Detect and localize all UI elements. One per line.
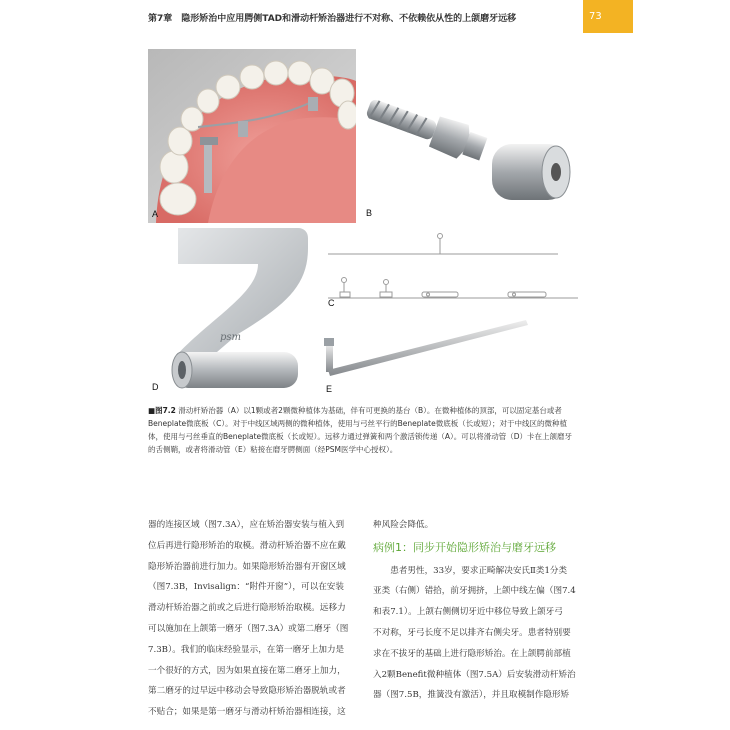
text-line: 位后再进行隐形矫治的取模。滑动杆矫治器不应在戴 (148, 540, 346, 551)
panel-label-d: D (152, 382, 159, 392)
figure-caption (148, 404, 578, 456)
panel-label-e: E (326, 384, 333, 394)
text-line: 一个很好的方式，因为如果直接在第二磨牙上加力， (148, 665, 346, 676)
psm-logo: psm (220, 332, 242, 343)
figure-panel-b (360, 82, 580, 222)
text-line: 器（图7.5B，推簧没有激活），并且取模制作隐形矫 (373, 690, 570, 701)
panel-label-c: C (328, 298, 335, 308)
figure-panel-c (322, 224, 580, 314)
text-line: 和表7.1）。上颌右侧侧切牙近中移位导致上颌牙弓 (373, 607, 563, 618)
sliding-rod-image (320, 314, 578, 398)
text-line: 可以施加在上颌第一磨牙（图7.3A）或第二磨牙（图 (148, 623, 349, 634)
text-line: 患者男性，33岁，要求正畸解决安氏Ⅱ类1分类 (390, 565, 568, 576)
text-line: 器的连接区域（图7.3A），应在矫治器安装与植入到 (148, 520, 345, 530)
figure-panel-d (148, 224, 318, 396)
text-line: 7.3B）。我们的临床经验显示，在第一磨牙上加力是 (148, 644, 345, 655)
sliding-tube-image (148, 224, 318, 396)
text-line: 求在不拔牙的基础上进行隐形矫治。在上颌腭前部植 (373, 648, 571, 659)
left-column (148, 515, 360, 723)
text-line: （图7.3B，Invisalign：“附件开窗”），可以在安装 (148, 582, 344, 593)
dental-model-image (148, 49, 356, 223)
microscrew-image (360, 82, 580, 222)
caption-text: 滑动杆矫治器（A）以1颗或者2颗微种植体为基础，伴有可更换的基台（B）。在微种植体的顶部，可以固定基台或者Beneplate微底板（C）。对于中线区域两侧的微种植体，使用与弓丝平行的Beneplate微底板（长或短）；对于中线区的微种植体，使用与弓丝垂直的Beneplate微底板（长或短）。远移力通过弹簧和两个激活锁传递（A）。可以将滑动管（D）卡在上颌磨牙的舌侧鞘，或者将滑动管（E）粘接在磨牙腭侧面（经PSM医学中心授权）。 (148, 406, 573, 454)
text-line: 滑动杆矫治器之前或之后进行隐形矫治取模。远移力 (148, 603, 346, 614)
panel-label-a: A (152, 209, 159, 219)
figure-panel-a (148, 49, 356, 223)
text-line: 亚类（右侧）错拾，前牙拥挤，上颌中线左偏（图7.4 (373, 586, 576, 597)
caption-label: ■图7.2 (148, 406, 176, 415)
text-line: 不对称，牙弓长度不足以排齐右侧尖牙。患者特别要 (373, 627, 571, 638)
text-line: 隐形矫治器前进行加力。如果隐形矫治器有开窗区域 (148, 561, 346, 572)
text-line: 种风险会降低。 (373, 520, 434, 530)
text-line: 入2颗Benefit微种植体（图7.5A）后安装滑动杆矫治 (373, 669, 576, 680)
chapter-header: 第7章 隐形矫治中应用腭侧TAD和滑动杆矫治器进行不对称、不依赖依从性的上颌磨牙远移 (148, 14, 517, 24)
page-number: 73 (583, 0, 633, 33)
right-column (373, 515, 585, 706)
figure-panel-e (320, 314, 578, 398)
case-title: 病例1：同步开始隐形矫治与磨牙远移 (373, 540, 556, 554)
text-line: 第二磨牙的过早远中移动会导致隐形矫治器脱轨或者 (148, 686, 346, 697)
text-line: 不贴合；如果是第一磨牙与滑动杆矫治器相连接，这 (148, 707, 346, 718)
panel-label-b: B (366, 208, 373, 218)
beneplate-diagram (322, 224, 580, 314)
